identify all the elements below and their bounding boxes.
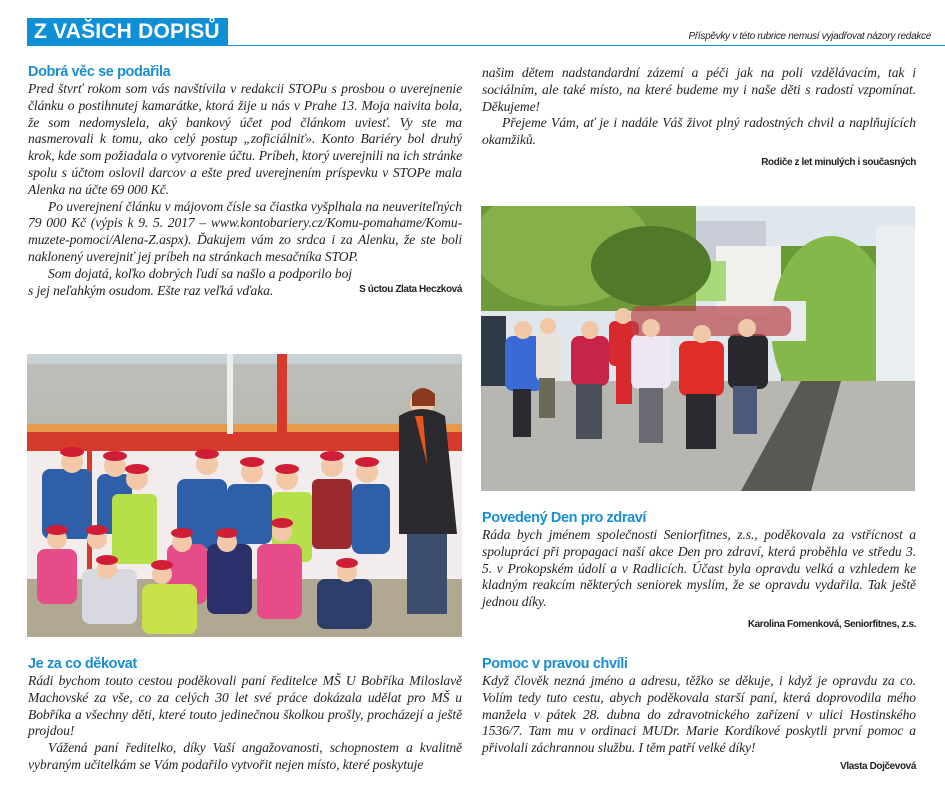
article-paragraph: Po uverejnení článku v májovom čísle sa čiastka vyšplhala na neuveriteľných 79 000 Kč (výpis k 9. 5. 2017 – www.kontobariery.cz/Komu-pomahame/Komu-muzete-pomoci/Alena-Z.aspx). Ďakujem vám zo srdca i za Alenku, že ste boli naklonený uverejniť jej príbeh na stránkach mesačníka STOP. [28, 198, 462, 264]
photo-kindergarten-children [27, 354, 462, 637]
article-paragraph: Pred štvrť rokom som vás navštívila v redakcii STOPu s prosbou o uverejnenie článku o postihnutej kamarátke, ktorá žije u nás v Prahe 13. Moja naivita bola, že som nedomyslela, aký bankový účet pod článkom uviesť. Vy ste ma nasmerovali k tomu, ako celý postup „zoficiálniť». Konto Bariéry bol druhý krok, kde som požiadala o vytvorenie účtu. Príbeh, ktorý uverejnili na ich stránke spolu s účtom oslovil darcov a ešte pred uverejnením príspevku v STOPe mala Alenka na účte 69 000 Kč. [28, 81, 462, 197]
walking-photo-illustration [481, 206, 915, 491]
article-title: Je za co děkovat [28, 656, 137, 672]
kindergarten-photo-illustration [27, 354, 462, 637]
article-paragraph: Ráda bych jménem společnosti Seniorfitnes, z.s., poděkovala za vstřícnost a spolupráci při propagaci naší akce Den pro zdraví, která proběhla ve středu 3. 5. v Prokopském údolí a v Radlicích. Účast byla opravdu velká a vzhledem ke kladným reakcím některých seniorek myslím, že se opravdu vydařila. Tak ještě jednou díky. [482, 527, 916, 610]
disclaimer: Příspěvky v této rubrice nemusí vyjadřovat názory redakce [688, 31, 931, 42]
article-pomoc-v-pravou-chvili [482, 656, 916, 772]
article-paragraph: našim dětem nadstandardní zázemí a péči jak na poli vzdělávacím, tak i sociálním, ale také místo, na které budeme my i naše děti s radostí vzpomínat. Děkujeme! [482, 65, 916, 114]
article-paragraph: Vážená paní ředitelko, díky Vaší angažovanosti, schopnostem a kvalitně vybraným učitelkám se Vám podařilo vytvořit nejen místo, které poskytuje [28, 740, 462, 772]
photo-nordic-walking-seniors [481, 206, 915, 491]
header-rule [27, 45, 945, 46]
article-title: Dobrá věc se podařila [28, 64, 171, 80]
article-povedeny-den-pro-zdravi [482, 510, 916, 630]
article-signature: Rodiče z let minulých i současných [761, 156, 916, 168]
article-je-za-co-dekovat-continued [482, 65, 916, 168]
article-je-za-co-dekovat [28, 656, 462, 774]
article-paragraph: Som dojatá, koľko dobrých ľudí sa našlo a podporilo boj s jej neľahkým osudom. Ešte raz veľká vďaka. [28, 265, 352, 298]
article-title: Povedený Den pro zdraví [482, 510, 647, 526]
article-paragraph: Rádi bychom touto cestou poděkovali paní ředitelce MŠ U Bobříka Miloslavě Machovské za vše, co za celých 30 let své práce dokázala udělat pro MŠ u Bobříka a všechny děti, které touto jedinečnou školkou prošly, procházejí a ještě projdou! [28, 673, 462, 739]
article-paragraph: Přejeme Vám, ať je i nadále Váš život plný radostných chvil a naplňujících okamžiků. [482, 115, 916, 148]
article-signature: S úctou Zlata Heczková [359, 284, 462, 296]
article-signature: Vlasta Dojčevová [840, 760, 916, 772]
section-title-banner: Z VAŠICH DOPISŮ [27, 18, 228, 46]
article-dobra-vec [28, 64, 462, 298]
article-title: Pomoc v pravou chvíli [482, 656, 628, 672]
article-signature: Karolina Fomenková, Seniorfitnes, z.s. [747, 618, 916, 630]
article-paragraph: Když člověk nezná jméno a adresu, těžko se děkuje, i když je opravdu za co. Volím tedy tuto cestu, abych poděkovala starší paní, která doprovodila mého manžela v pátek 28. dubna do zdravotnického zařízení v ulici Hostinského 1536/7. Tam mu v ordinaci MUDr. Marie Kordíkové poskytli první pomoc a přivolali záchrannou službu. I těm patří velké díky! [482, 673, 916, 756]
